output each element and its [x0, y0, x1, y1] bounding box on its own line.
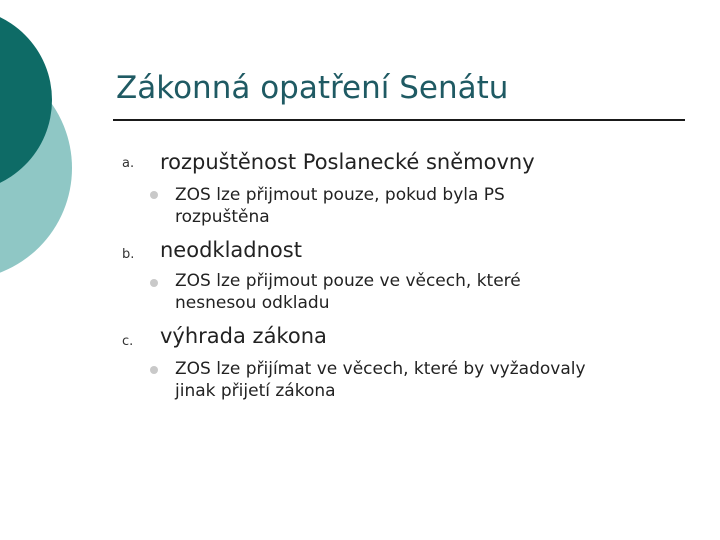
- list-marker: a.: [122, 156, 135, 171]
- bullet-dot-icon: [150, 366, 158, 374]
- sub-item-text: [175, 270, 675, 314]
- sub-item-line: rozpuštěna: [175, 207, 270, 227]
- list-marker: c.: [122, 334, 134, 349]
- sub-item-text: [175, 358, 675, 402]
- list-marker: b.: [122, 247, 135, 262]
- list-item-text: výhrada zákona: [160, 324, 327, 348]
- sub-item-text: [175, 184, 675, 228]
- list-item-text: rozpuštěnost Poslanecké sněmovny: [160, 150, 535, 174]
- list-item-text: neodkladnost: [160, 238, 302, 262]
- sub-item-line: ZOS lze přijmout pouze ve věcech, které: [175, 271, 521, 291]
- bullet-dot-icon: [150, 279, 158, 287]
- slide-title: Zákonná opatření Senátu: [116, 70, 509, 106]
- sub-item-line: ZOS lze přijímat ve věcech, které by vyžadovaly: [175, 359, 586, 379]
- sub-item-line: ZOS lze přijmout pouze, pokud byla PS: [175, 185, 505, 205]
- bullet-dot-icon: [150, 191, 158, 199]
- sub-item-line: jinak přijetí zákona: [175, 381, 336, 401]
- sub-item-line: nesnesou odkladu: [175, 293, 330, 313]
